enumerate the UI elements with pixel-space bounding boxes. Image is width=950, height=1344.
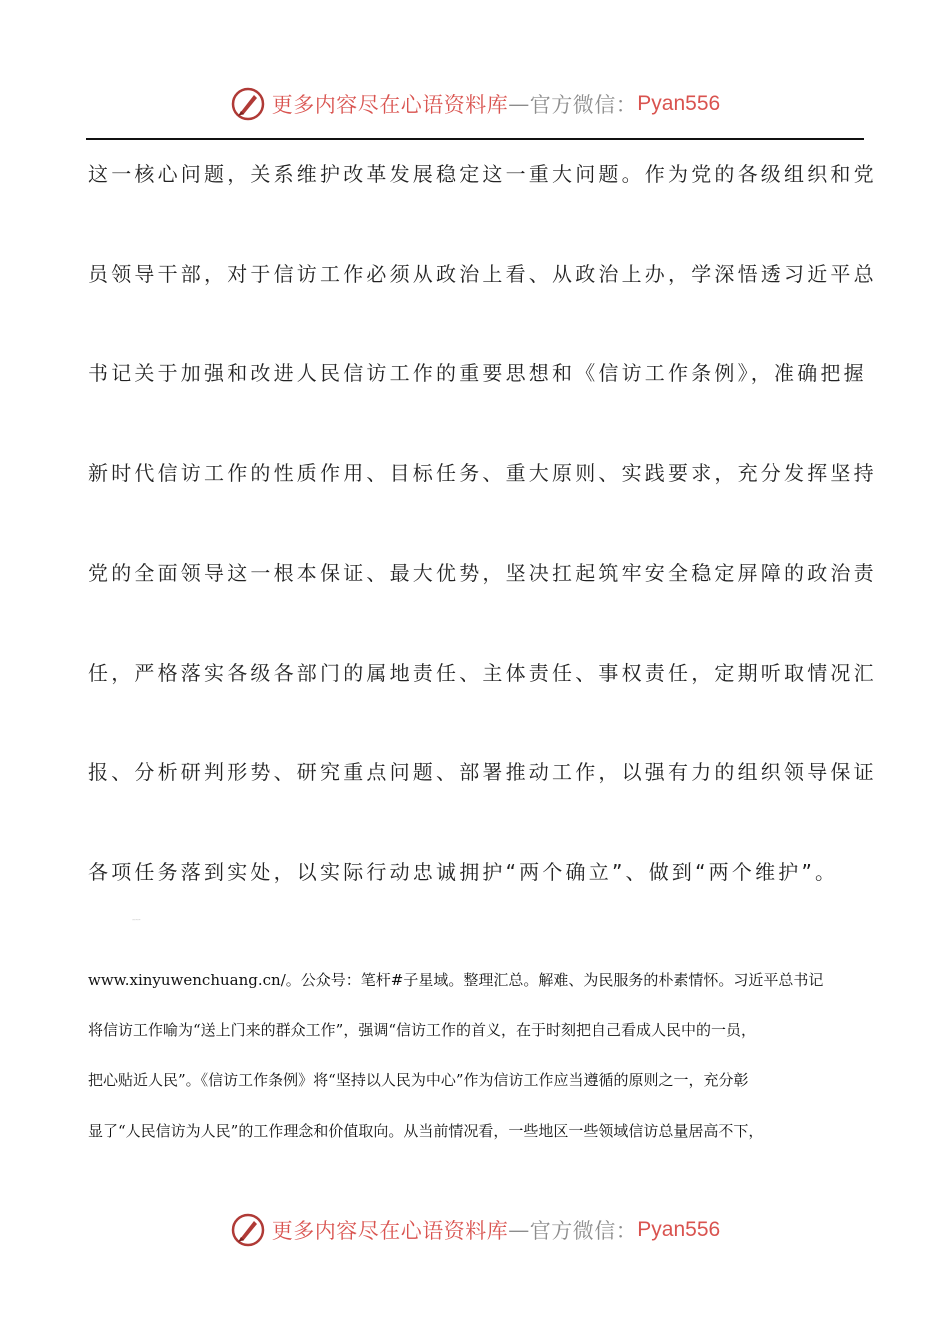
body-line-2: 员领导干部，对于信访工作必须从政治上看、从政治上办，学深悟透习近平总 (88, 262, 877, 286)
body-line-6: 任，严格落实各级各部门的属地责任、主体责任、事权责任，定期听取情况汇 (88, 661, 877, 685)
body-line-8: 各项任务落到实处，以实际行动忠诚拥护“两个确立”、做到“两个维护”。 (88, 860, 839, 884)
banner-wechat-id: Pyan556 (637, 92, 721, 115)
banner-label: 官方微信： (529, 93, 638, 117)
header-banner (0, 84, 950, 124)
banner-prefix: 更多内容尽在心语资料库 (271, 93, 509, 117)
section-two-line-5: 显了“人民信访为人民”的工作理念和价值取向。从当前情况看，一些地区一些领域信访总量居高不下， (88, 1122, 764, 1140)
body-line-5: 党的全面领导这一根本保证、最大优势，坚决扛起筑牢安全稳定屏障的政治责 (88, 561, 877, 585)
quill-logo-icon (230, 1212, 266, 1248)
body-line-1: 这一核心问题，关系维护改革发展稳定这一重大问题。作为党的各级组织和党 (88, 162, 877, 186)
footer-banner (0, 1210, 950, 1250)
section-two-line-2: www.xinyuwenchuang.cn/。公众号：笔杆#子星域。整理汇总。解难、为民服务的朴素情怀。习近平总书记 (88, 971, 824, 989)
banner-wechat-id: Pyan556 (637, 1218, 721, 1241)
section-two-line-4: 把心贴近人民”。《信访工作条例》将“坚持以人民为中心”作为信访工作应当遵循的原则之一，充分彰 (88, 1071, 749, 1089)
body-line-3: 书记关于加强和改进人民信访工作的重要思想和《信访工作条例》，准确把握 (88, 361, 867, 385)
banner-label: 官方微信： (529, 1219, 638, 1243)
quill-logo-icon (230, 86, 266, 122)
header-rule (86, 138, 864, 140)
body-line-7: 报、分析研判形势、研究重点问题、部署推动工作，以强有力的组织领导保证 (88, 760, 877, 784)
section-two-line-3: 将信访工作喻为“送上门来的群众工作”，强调“信访工作的首义，在于时刻把自己看成人民中的一员， (88, 1021, 757, 1039)
banner-dash: — (508, 1218, 530, 1242)
banner-prefix: 更多内容尽在心语资料库 (271, 1219, 509, 1243)
banner-dash: — (508, 92, 530, 116)
body-line-4: 新时代信访工作的性质作用、目标任务、重大原则、实践要求，充分发挥坚持 (88, 461, 877, 485)
